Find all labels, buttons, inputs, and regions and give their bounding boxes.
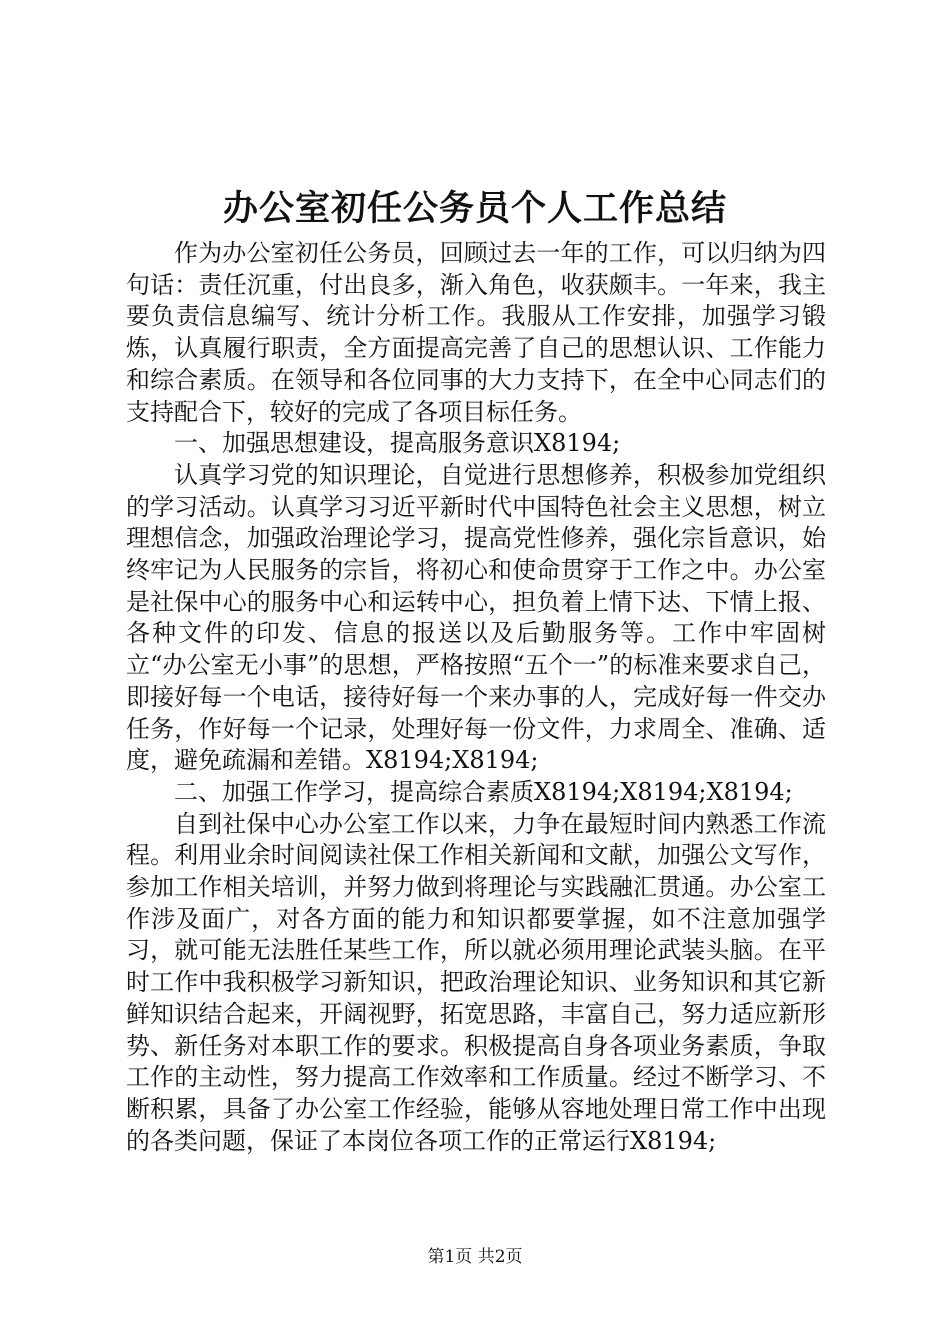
document-title: 办公室初任公务员个人工作总结 [222,188,727,229]
document-body [126,238,826,1157]
paragraph-intro: 作为办公室初任公务员，回顾过去一年的工作，可以归纳为四句话：责任沉重，付出良多，渐入角色，收获颇丰。一年来，我主要负责信息编写、统计分析工作。我服从工作安排，加强学习锻炼，认真履行职责，全方面提高完善了自己的思想认识、工作能力和综合素质。在领导和各位同事的大力支持下，在全中心同志们的支持配合下，较好的完成了各项目标任务。 [126,239,826,426]
paragraph-section-1: 认真学习党的知识理论，自觉进行思想修养，积极参加党组织的学习活动。认真学习习近平新时代中国特色社会主义思想，树立理想信念，加强政治理论学习，提高党性修养，强化宗旨意识，始终牢记为人民服务的宗旨，将初心和使命贯穿于工作之中。办公室是社保中心的服务中心和运转中心，担负着上情下达、下情上报、各种文件的印发、信息的报送以及后勤服务等。工作中牢固树立“办公室无小事”的思想，严格按照“五个一”的标准来要求自己，即接好每一个电话，接待好每一个来办事的人，完成好每一件交办任务，作好每一个记录，处理好每一份文件，力求周全、准确、适度，避免疏漏和差错。X8194;X8194; [126,460,826,775]
section-heading-2: 二、加强工作学习，提高综合素质X8194;X8194;X8194; [174,777,793,806]
page-footer: 第1页 共2页 [427,1247,523,1267]
section-heading-1: 一、加强思想建设，提高服务意识X8194; [174,429,621,458]
paragraph-section-2: 自到社保中心办公室工作以来，力争在最短时间内熟悉工作流程。利用业余时间阅读社保工作相关新闻和文献，加强公文写作，参加工作相关培训，并努力做到将理论与实践融汇贯通。办公室工作涉及面广，对各方面的能力和知识都要掌握，如不注意加强学习，就可能无法胜任某些工作，所以就必须用理论武装头脑。在平时工作中我积极学习新知识，把政治理论知识、业务知识和其它新鲜知识结合起来，开阔视野，拓宽思路，丰富自己，努力适应新形势、新任务对本职工作的要求。积极提高自身各项业务素质，争取工作的主动性，努力提高工作效率和工作质量。经过不断学习、不断积累，具备了办公室工作经验，能够从容地处理日常工作中出现的各类问题，保证了本岗位各项工作的正常运行X8194; [126,809,826,1155]
